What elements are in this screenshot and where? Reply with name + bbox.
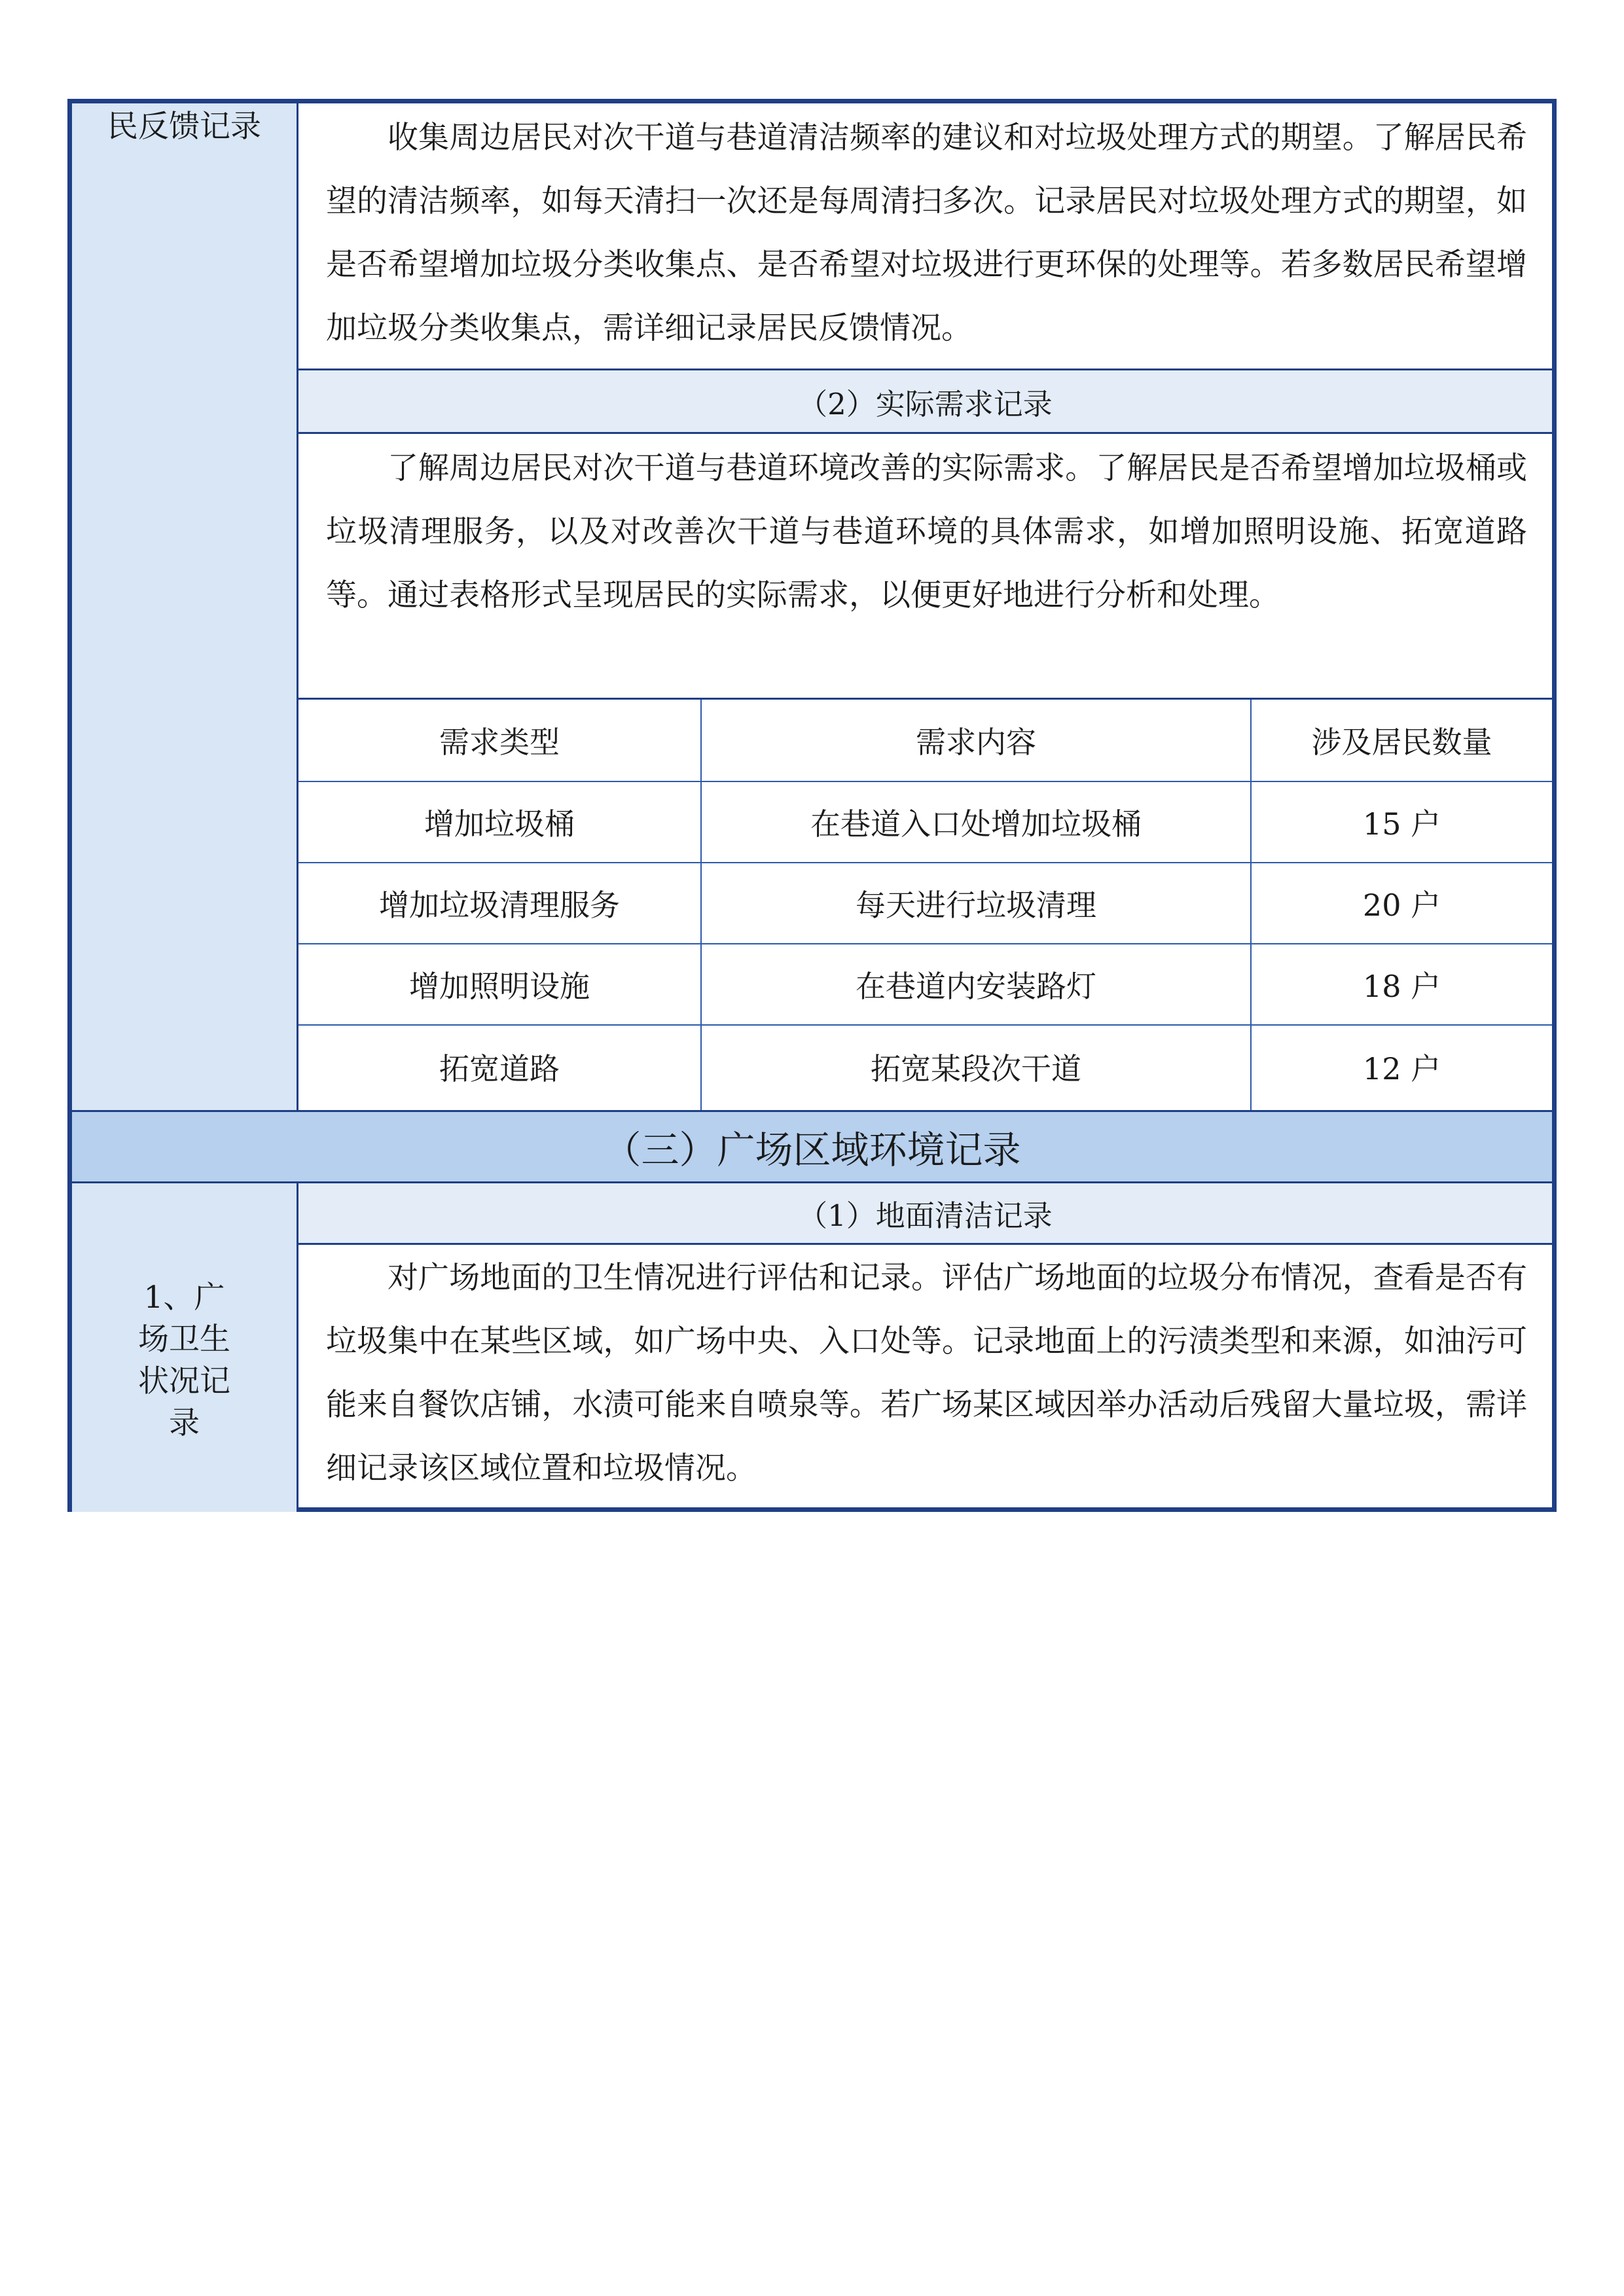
paragraph-cleaning-frequency: 收集周边居民对次干道与巷道清洁频率的建议和对垃圾处理方式的期望。了解居民希望的清洁频率，如每天清扫一次还是每周清扫多次。记录居民对垃圾处理方式的期望，如是否希望增加垃圾分类收集点、是否希望对垃圾进行更环保的处理等。若多数居民希望增加垃圾分类收集点，需详细记录居民反馈情况。 bbox=[326, 120, 1527, 346]
grid-line bbox=[297, 368, 1552, 370]
actual-needs-text bbox=[298, 434, 1552, 698]
table-divider bbox=[700, 700, 702, 1110]
table-divider bbox=[1250, 700, 1252, 1110]
table-row-2-content: 每天进行垃圾清理 bbox=[856, 888, 1096, 923]
grid-line bbox=[72, 1110, 1552, 1112]
table-divider bbox=[298, 862, 1552, 863]
table-row-3-type: 增加照明设施 bbox=[409, 969, 590, 1004]
table-divider bbox=[298, 781, 1552, 782]
table-divider bbox=[298, 1024, 1552, 1026]
grid-line bbox=[297, 432, 1552, 434]
table-row-1-content: 在巷道入口处增加垃圾桶 bbox=[810, 806, 1142, 842]
table-row-2-type: 增加垃圾清理服务 bbox=[379, 888, 620, 923]
table-row-3-content: 在巷道内安装路灯 bbox=[856, 969, 1096, 1004]
table-row-4-count: 12 户 bbox=[1362, 1051, 1441, 1086]
table-header-content: 需求内容 bbox=[916, 725, 1036, 760]
resident-feedback-text bbox=[298, 103, 1552, 368]
subheading-actual-needs-text: （2）实际需求记录 bbox=[798, 386, 1053, 422]
grid-line bbox=[72, 1181, 1552, 1183]
table-header-type: 需求类型 bbox=[439, 725, 560, 760]
table-row-1-type: 增加垃圾桶 bbox=[424, 806, 575, 842]
table-header-count: 涉及居民数量 bbox=[1311, 725, 1492, 760]
subheading-actual-needs bbox=[298, 370, 1552, 432]
grid-line bbox=[297, 698, 1552, 700]
left-column-top bbox=[72, 103, 297, 1110]
section-plaza-environment bbox=[72, 1112, 1552, 1181]
needs-table bbox=[298, 700, 1552, 1110]
left-label-resident-feedback: 民反馈记录 bbox=[107, 109, 261, 145]
table-divider bbox=[298, 943, 1552, 944]
ground-cleaning-text bbox=[298, 1245, 1552, 1512]
grid-line bbox=[297, 103, 298, 1112]
table-row-4-type: 拓宽道路 bbox=[439, 1051, 560, 1086]
paragraph-actual-needs: 了解周边居民对次干道与巷道环境改善的实际需求。了解居民是否希望增加垃圾桶或垃圾清理服务，以及对改善次干道与巷道环境的具体需求，如增加照明设施、拓宽道路等。通过表格形式呈现居民的实际需求，以便更好地进行分析和处理。 bbox=[326, 450, 1527, 613]
section-plaza-environment-title: （三）广场区域环境记录 bbox=[603, 1128, 1021, 1172]
table-row-4-content: 拓宽某段次干道 bbox=[871, 1051, 1081, 1086]
table-row-1-count: 15 户 bbox=[1362, 806, 1441, 842]
grid-line bbox=[297, 1243, 1552, 1245]
grid-line bbox=[297, 1181, 298, 1512]
record-table bbox=[67, 99, 1557, 1512]
subheading-ground-cleaning bbox=[298, 1183, 1552, 1243]
left-column-bottom bbox=[72, 1183, 297, 1512]
subheading-ground-cleaning-text: （1）地面清洁记录 bbox=[798, 1198, 1053, 1233]
left-label-plaza-hygiene: 1、广场卫生状况记录 bbox=[138, 1280, 230, 1441]
table-row-2-count: 20 户 bbox=[1362, 888, 1441, 923]
paragraph-ground-cleaning: 对广场地面的卫生情况进行评估和记录。评估广场地面的垃圾分布情况，查看是否有垃圾集中在某些区域，如广场中央、入口处等。记录地面上的污渍类型和来源，如油污可能来自餐饮店铺，水渍可能来自喷泉等。若广场某区域因举办活动后残留大量垃圾，需详细记录该区域位置和垃圾情况。 bbox=[326, 1260, 1527, 1486]
table-row-3-count: 18 户 bbox=[1362, 969, 1441, 1004]
